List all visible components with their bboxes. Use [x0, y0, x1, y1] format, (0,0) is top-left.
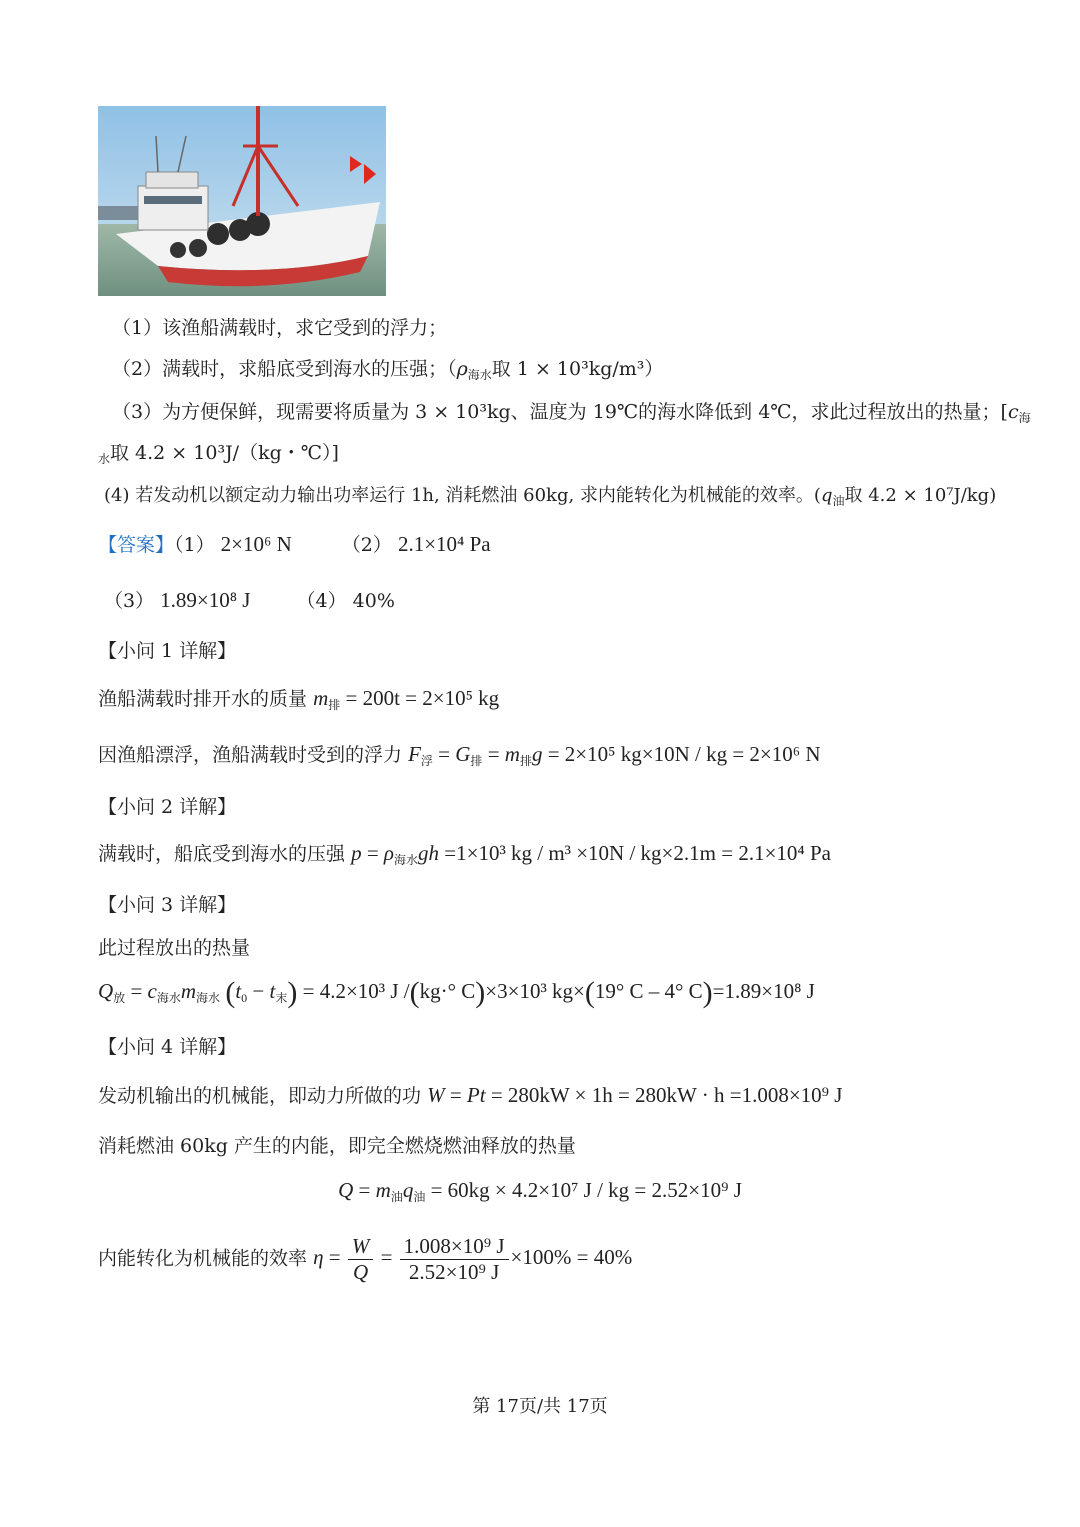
answer-1-tag: （1）: [174, 534, 215, 556]
detail-2-line-1-math: $p = \rho_{海水}gh =1\times 10^3$ kg / m³ ×10N / kg×2.1m = 2.1×10⁴ Pa: [351, 841, 831, 867]
detail-1-line-2-text: 因渔船漂浮，渔船满载时受到的浮力: [98, 744, 403, 766]
answer-4-value: 40%: [352, 590, 395, 612]
answer-4-tag: （4）: [296, 590, 347, 612]
detail-1-line-1-math: $m_排 = 200t = 2\times 10^5$ kg: [313, 686, 500, 712]
detail-2-line-1-text: 满载时，船底受到海水的压强: [98, 843, 346, 865]
detail-2-line-1: [98, 839, 831, 868]
question-3-c-subscript: 海: [1018, 411, 1031, 425]
question-2-rho: ρ: [456, 358, 468, 380]
detail-4-line-1: [98, 1081, 842, 1108]
question-3-line-2: [98, 438, 339, 467]
question-4-q: q: [820, 485, 833, 506]
detail-2-heading: 【小问 2 详解】: [98, 796, 237, 818]
question-3-line-1: [112, 397, 1031, 426]
detail-1-line-1-text: 渔船满载时排开水的质量: [98, 688, 308, 710]
question-3-prefix: （3）为方便保鲜，现需要将质量为 3 × 10³kg、温度为 19℃的海水降低到 4℃，求此过程放出的热量；[: [112, 401, 1008, 423]
answer-1-value: 2×10⁶ N: [220, 532, 292, 556]
answer-line-2: [104, 586, 395, 613]
question-3-c-subscript-2: 水: [98, 452, 111, 466]
question-4-prefix: (4) 若发动机以额定动力输出功率运行 1h, 消耗燃油 60kg, 求内能转化为机械能的效率。(: [104, 485, 821, 506]
page-footer: 第 17页/共 17页: [472, 1396, 608, 1417]
detail-4-line-4-text: 内能转化为机械能的效率: [98, 1247, 308, 1270]
detail-3-heading: 【小问 3 详解】: [98, 894, 237, 916]
detail-4-line-3: $Q = m_油q_油 = 60kg \times 4.2\times 10^7$ J / kg = 2.52×10⁹ J: [338, 1178, 742, 1204]
question-4-suffix: 取 4.2 × 10⁷J/kg): [844, 485, 997, 506]
fishing-boat-photo: [98, 106, 386, 296]
question-1: （1）该渔船满载时，求它受到的浮力；: [112, 317, 448, 339]
answer-2-value: 2.1×10⁴ Pa: [397, 532, 491, 556]
detail-1-line-2-math: $F_浮 = G_排 = m_排g = 2\times 10^5$ kg×10N / kg = 2×10⁶ N: [408, 742, 821, 768]
answer-2-tag: （2）: [341, 534, 392, 556]
detail-4-line-1-math: W = Pt = 280kW × 1h = 280kW · h =1.008×10⁹ J: [427, 1083, 843, 1107]
question-2-prefix: （2）满载时，求船底受到海水的压强；（: [112, 358, 457, 380]
detail-1-line-2: [98, 740, 821, 769]
detail-3-equation: $Q_放 = c_{海水}m_{海水}$ $(t_0 - t_末) = 4.2\times 10^3$ J /(kg·° C)×3×10³ kg×(19° C – 4° C)=1.89×10⁸ J: [98, 976, 815, 1009]
detail-4-line-1-text: 发动机输出的机械能，即动力所做的功: [98, 1085, 422, 1107]
fraction-w-over-q: $\frac{W}{Q}$: [348, 1234, 374, 1285]
answer-3-tag: （3）: [104, 590, 155, 612]
detail-1-line-1: [98, 684, 499, 713]
answer-label: 【答案】: [98, 534, 175, 556]
detail-4-efficiency-math: η = $\frac{W}{Q}$ = $\frac{\text{1.008×10⁹ J}}{\text{2.52×10⁹ J}}$ ×100% = 40%: [313, 1234, 633, 1284]
question-2-rho-subscript: 海水: [467, 368, 492, 382]
answer-line-1: [98, 530, 491, 557]
detail-1-heading: 【小问 1 详解】: [98, 640, 237, 662]
question-4-q-subscript: 油: [832, 494, 845, 508]
question-3-suffix: 取 4.2 × 10³J/（kg・℃）]: [110, 442, 339, 464]
detail-3-line-1: 此过程放出的热量: [98, 937, 251, 959]
answer-3-value: 1.89×10⁸ J: [160, 588, 251, 612]
question-2: [112, 354, 663, 383]
question-3-c: c: [1007, 401, 1019, 423]
question-2-suffix: 取 1 × 10³kg/m³）: [491, 358, 664, 380]
fraction-values: $\frac{\text{1.008×10⁹ J}}{\text{2.52×10⁹ J}}$: [400, 1234, 509, 1285]
detail-4-line-2: 消耗燃油 60kg 产生的内能，即完全燃烧燃油释放的热量: [98, 1135, 576, 1157]
detail-4-heading: 【小问 4 详解】: [98, 1036, 237, 1058]
detail-4-line-4: [98, 1234, 632, 1285]
question-4: [104, 481, 996, 509]
